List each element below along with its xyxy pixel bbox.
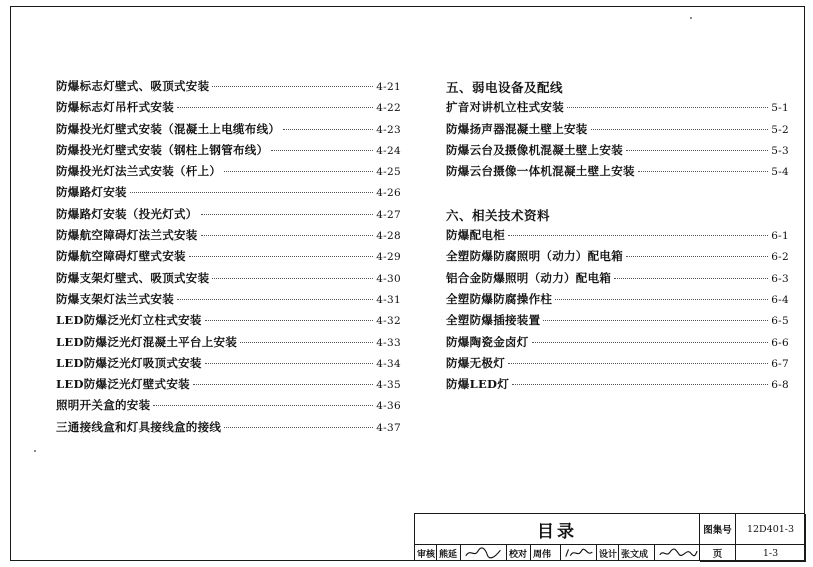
toc-entry-title: 防爆无极灯 [446,355,505,370]
dot-leader [532,342,769,343]
toc-entry [56,99,401,120]
scan-speck [690,17,692,19]
dot-leader [271,150,373,151]
toc-entry [56,376,401,397]
toc-entry-title: LED防爆泛光灯混凝土平台上安装 [56,334,238,349]
toc-entry-page: 4-22 [376,102,401,115]
section-6-heading: 六、相关技术资料 [446,207,551,223]
atlas-number: 12D401-3 [736,514,806,545]
toc-entry [446,334,789,355]
toc-entry-title: 防爆航空障碍灯法兰式安装 [56,228,198,243]
toc-entry [446,291,789,312]
toc-entry-title: 防爆支架灯壁式、吸顶式安装 [56,270,210,285]
toc-entry [446,142,789,163]
page-label: 页 [700,545,736,562]
dot-leader [591,129,769,130]
checker-signature [561,545,597,561]
dot-leader [201,235,374,236]
design-label: 设计 [597,545,619,561]
toc-entry [446,312,789,333]
toc-entry-page: 6-6 [771,336,789,349]
toc-entry-page: 6-3 [771,272,789,285]
toc-entry-page: 4-21 [376,81,401,93]
toc-left-column [56,78,401,440]
toc-entry-title: 防爆路灯安装 [56,185,127,200]
dot-leader [205,320,373,321]
dot-leader [626,150,768,151]
toc-entry-page: 4-26 [376,187,401,200]
dot-leader [283,129,373,130]
toc-entry-title: 防爆云台及摄像机混凝土壁上安装 [446,142,623,157]
toc-entry-title: 防爆云台摄像一体机混凝土壁上安装 [446,164,635,179]
toc-entry [446,227,789,248]
section-5-heading: 五、弱电设备及配线 [446,80,564,95]
dot-leader [212,86,373,87]
toc-entry [446,163,789,184]
dot-leader [614,278,768,279]
dot-leader [177,107,373,108]
toc-entry-page: 4-23 [376,123,401,136]
toc-entry-page: 4-28 [376,230,401,243]
toc-entry-title: 防爆配电柜 [446,228,505,243]
dot-leader [212,278,373,279]
review-label: 审核 [415,545,437,561]
check-label: 校对 [507,545,531,561]
toc-entry [56,142,401,163]
toc-entry-title: 防爆航空障碍灯壁式安装 [56,249,186,264]
toc-entry-page: 4-31 [376,293,401,306]
toc-entry [446,248,789,269]
toc-entry-page: 4-30 [376,272,401,285]
toc-entry-title: 防爆支架灯法兰式安装 [56,291,174,306]
toc-entry-title: 防爆投光灯壁式安装（钢柱上钢管布线） [56,142,269,157]
section-5-list [446,99,789,184]
title-block [414,513,805,561]
dot-leader [224,171,373,172]
toc-entry-title: 防爆LED灯 [446,377,510,392]
toc-entry [56,184,401,205]
toc-entry [446,99,789,120]
toc-entry-page: 6-5 [771,315,789,328]
dot-leader [240,342,373,343]
sheet-title: 目录 [415,514,700,545]
toc-entry-title: 照明开关盒的安装 [56,398,151,413]
toc-entry-page: 6-8 [771,379,789,392]
toc-entry-page: 4-29 [376,251,401,264]
dot-leader [555,299,768,300]
toc-right-column [446,78,789,397]
toc-entry [56,419,401,440]
toc-entry-title: 扩音对讲机立柱式安装 [446,100,564,115]
checker-name: 周伟 [531,545,561,561]
toc-entry-title: 防爆路灯安装（投光灯式） [56,206,198,221]
dot-leader [153,405,373,406]
toc-entry-page: 4-32 [376,315,401,328]
toc-entry-page: 4-37 [376,421,401,434]
toc-entry-page: 4-27 [376,208,401,221]
toc-entry-title: LED防爆泛光灯壁式安装 [56,377,190,392]
toc-entry-page: 4-34 [376,357,401,370]
toc-entry-title: 防爆投光灯壁式安装（混凝土上电缆布线） [56,121,281,136]
toc-entry [56,334,401,355]
toc-entry-page: 5-2 [771,123,789,136]
toc-entry [56,78,401,99]
dot-leader [130,192,373,193]
toc-entry-title: 铝合金防爆照明（动力）配电箱 [446,270,612,285]
toc-entry-title: 防爆投光灯法兰式安装（杆上） [56,164,222,179]
toc-entry [56,163,401,184]
toc-entry [446,270,789,291]
toc-entry [56,355,401,376]
dot-leader [224,427,373,428]
section-6-list [446,227,789,397]
toc-entry-page: 5-3 [771,144,789,157]
toc-entry [446,121,789,142]
toc-entry-title: 全塑防爆防腐照明（动力）配电箱 [446,249,623,264]
toc-entry-title: LED防爆泛光灯吸顶式安装 [56,355,202,370]
toc-entry [56,248,401,269]
dot-leader [626,256,768,257]
toc-entry-page: 4-35 [376,379,401,392]
toc-entry-page: 6-4 [771,293,789,306]
dot-leader [205,363,373,364]
toc-entry-title: LED防爆泛光灯立柱式安装 [56,313,202,328]
toc-entry-page: 4-25 [376,166,401,179]
toc-entry-title: 防爆陶瓷金卤灯 [446,334,529,349]
dot-leader [512,384,768,385]
reviewer-name: 熊延 [437,545,461,561]
toc-entry [56,291,401,312]
toc-entry [56,227,401,248]
dot-leader [201,214,374,215]
dot-leader [177,299,373,300]
dot-leader [508,235,768,236]
toc-entry-title: 全塑防爆防腐操作柱 [446,291,553,306]
toc-entry-page: 4-36 [376,400,401,413]
dot-leader [193,384,373,385]
toc-entry-page: 4-24 [376,144,401,157]
toc-entry-page: 6-1 [771,230,789,243]
toc-entry [56,312,401,333]
atlas-label: 图集号 [700,514,736,545]
toc-entry [56,206,401,227]
section-gap [446,184,789,205]
toc-entry-page: 6-7 [771,357,789,370]
reviewer-signature [461,545,507,561]
toc-entry-title: 防爆标志灯吊杆式安装 [56,100,174,115]
dot-leader [638,171,768,172]
dot-leader [508,363,768,364]
toc-entry [56,397,401,418]
dot-leader [567,107,768,108]
designer-signature [655,545,700,561]
toc-entry [446,376,789,397]
toc-entry-title: 防爆标志灯壁式、吸顶式安装 [56,79,210,93]
toc-entry-page: 5-1 [771,102,789,115]
toc-entry-title: 三通接线盒和灯具接线盒的接线 [56,419,222,434]
toc-entry-page: 6-2 [771,251,789,264]
toc-entry-page: 5-4 [771,166,789,179]
designer-name: 张文成 [619,545,655,561]
toc-entry [56,270,401,291]
toc-entry-page: 4-33 [376,336,401,349]
dot-leader [543,320,768,321]
toc-entry [446,355,789,376]
scan-speck [34,450,36,452]
toc-entry-title: 全塑防爆插接装置 [446,313,541,328]
toc-entry-title: 防爆扬声器混凝土壁上安装 [446,121,588,136]
toc-entry [56,121,401,142]
dot-leader [189,256,373,257]
page-number: 1-3 [736,545,806,562]
